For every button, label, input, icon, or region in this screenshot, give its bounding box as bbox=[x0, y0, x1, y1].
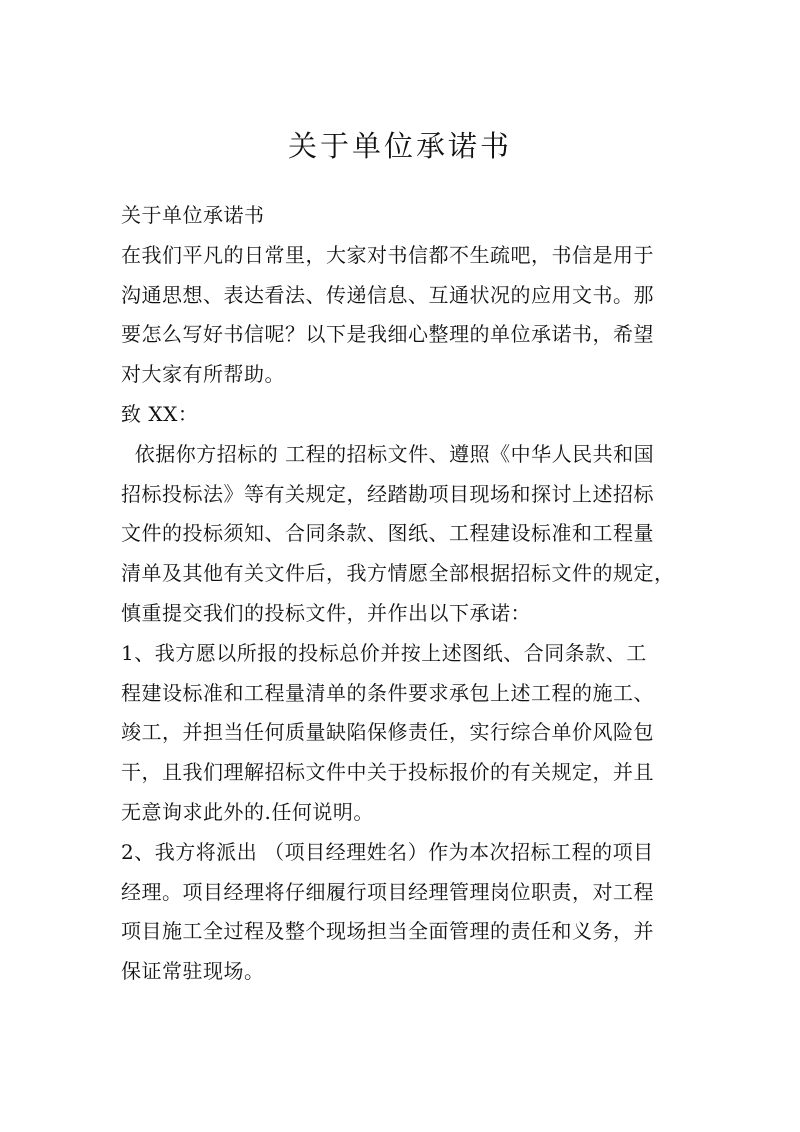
document-title: 关于单位承诺书 bbox=[287, 129, 512, 163]
body-line: 文件的投标须知、合同条款、图纸、工程建设标准和工程量 bbox=[121, 521, 654, 546]
body-line: 对大家有所帮助。 bbox=[121, 362, 285, 387]
body-line: 招标投标法》等有关规定，经踏勘项目现场和探讨上述招标 bbox=[121, 481, 654, 506]
body-line: 清单及其他有关文件后，我方情愿全部根据招标文件的规定， bbox=[121, 561, 675, 586]
body-line: 慎重提交我们的投标文件，并作出以下承诺： bbox=[121, 600, 531, 625]
document-body bbox=[121, 196, 681, 992]
body-line: 程建设标准和工程量清单的条件要求承包上述工程的施工、 bbox=[121, 680, 654, 705]
body-line: 关于单位承诺书 bbox=[121, 203, 265, 227]
body-line: 致 XX： bbox=[121, 401, 199, 426]
body-line: 经理。项目经理将仔细履行项目经理管理岗位职责，对工程 bbox=[121, 879, 654, 904]
body-line: 依据你方招标的 工程的招标文件、遵照《中华人民共和国 bbox=[121, 441, 655, 466]
body-line: 2、我方将派出 （项目经理姓名）作为本次招标工程的项目 bbox=[121, 839, 654, 864]
body-line: 在我们平凡的日常里，大家对书信都不生疏吧，书信是用于 bbox=[121, 242, 654, 267]
body-line: 干，且我们理解招标文件中关于投标报价的有关规定，并且 bbox=[121, 760, 654, 785]
body-line: 沟通思想、表达看法、传递信息、互通状况的应用文书。那 bbox=[121, 282, 654, 307]
body-line: 1、我方愿以所报的投标总价并按上述图纸、合同条款、工 bbox=[121, 640, 647, 665]
body-line: 要怎么写好书信呢？以下是我细心整理的单位承诺书，希望 bbox=[121, 322, 654, 347]
body-line: 竣工，并担当任何质量缺陷保修责任，实行综合单价风险包 bbox=[121, 720, 654, 745]
body-line: 保证常驻现场。 bbox=[121, 959, 265, 984]
body-line: 项目施工全过程及整个现场担当全面管理的责任和义务，并 bbox=[121, 919, 654, 944]
body-line: 无意询求此外的.任何说明。 bbox=[121, 799, 374, 824]
